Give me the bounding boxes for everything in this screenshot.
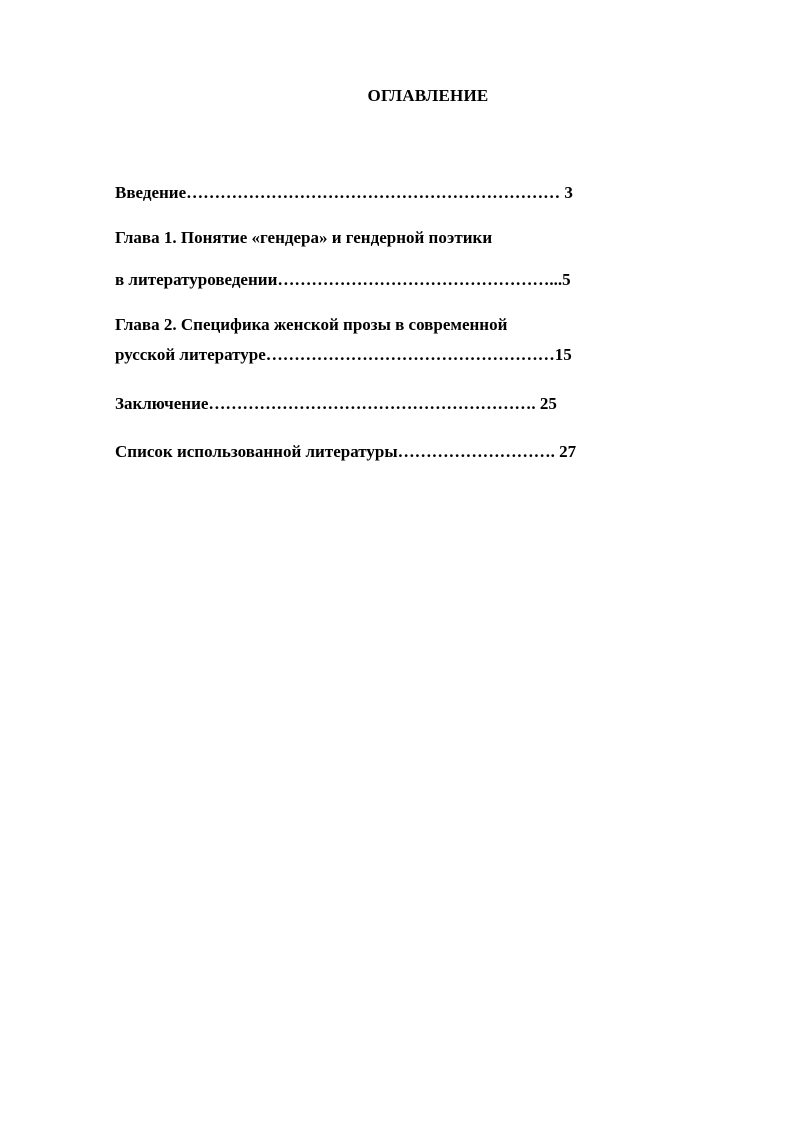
toc-entry-chapter-2-title: Глава 2. Специфика женской прозы в современной — [115, 315, 508, 334]
toc-entry-chapter-1-title: Глава 1. Понятие «гендера» и гендерной поэтики — [115, 228, 493, 247]
page-title: ОГЛАВЛЕНИЕ — [367, 86, 489, 105]
toc-entry-chapter-1-page: в литературоведении…………………………………………...5 — [115, 270, 571, 289]
toc-entry-conclusion: Заключение…………………………………………………. 25 — [115, 394, 557, 413]
toc-entry-references: Список использованной литературы………………………. 27 — [115, 442, 577, 461]
toc-entry-chapter-2-page: русской литературе……………………………………………15 — [115, 345, 572, 364]
toc-entry-introduction: Введение………………………………………………………… 3 — [115, 183, 573, 202]
